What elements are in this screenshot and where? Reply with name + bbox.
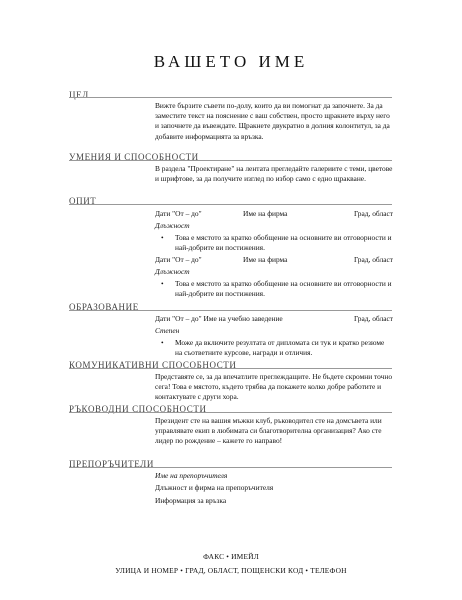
job-bullet[interactable]	[155, 233, 393, 253]
communication-paragraph[interactable]: Представяте се, за да впечатлите преглеждащите. Не бъдете скромни точно сега! Това е мястото, където трябва да покажете колко добре работите и контактувате с други хора.	[155, 372, 393, 402]
job-role[interactable]: Длъжност	[155, 267, 190, 276]
job-role[interactable]: Длъжност	[155, 221, 190, 230]
footer-address-phone[interactable]: УЛИЦА И НОМЕР • ГРАД, ОБЛАСТ, ПОЩЕНСКИ КОД • ТЕЛЕФОН	[115, 566, 347, 575]
section-heading-communication[interactable]: КОМУНИКАТИВНИ СПОСОБНОСТИ	[69, 360, 237, 370]
job-company[interactable]: Име на фирма	[243, 209, 288, 218]
section-divider	[69, 467, 392, 468]
education-location[interactable]: Град, област	[354, 314, 393, 323]
job-location[interactable]: Град, област	[354, 255, 393, 264]
education-dates-school[interactable]: Дати "От – до" Име на учебно заведение	[155, 314, 283, 323]
job-bullet-text[interactable]: Това е мястото за кратко обобщение на основните ви отговорности и най-добрите ви постижения.	[175, 233, 392, 253]
job-company[interactable]: Име на фирма	[243, 255, 288, 264]
experience-job-2[interactable]	[155, 255, 393, 300]
reference-name[interactable]: Име на препоръчителя	[155, 471, 228, 480]
section-divider	[69, 412, 392, 413]
job-bullet[interactable]	[155, 279, 393, 299]
reference-title-company[interactable]: Длъжност и фирма на препоръчителя	[155, 483, 274, 493]
section-divider	[69, 97, 392, 98]
bullet-icon: •	[161, 338, 164, 348]
bullet-icon: •	[161, 233, 164, 243]
job-dates[interactable]: Дати "От – до"	[155, 209, 202, 218]
skills-paragraph[interactable]: В раздела "Проектиране" на лентата прегледайте галериите с теми, цветове и шрифтове, за да получите изглед по избор само с едно щракване.	[155, 164, 393, 184]
experience-job-1[interactable]	[155, 209, 393, 254]
section-divider	[69, 310, 392, 311]
job-header	[155, 255, 393, 266]
footer-fax-email[interactable]: ФАКС • ИМЕЙЛ	[203, 552, 259, 561]
job-bullet-text[interactable]: Това е мястото за кратко обобщение на основните ви отговорности и най-добрите ви постижения.	[175, 279, 392, 299]
references-entry[interactable]	[155, 471, 393, 507]
leadership-paragraph[interactable]: Президент сте на вашия мъжки клуб, ръководител сте на домсъвета или управлявате екип в любимата си благотворителна организация? Ако сте лидер по рождение – кажете го направо!	[155, 416, 382, 446]
objective-text[interactable]	[155, 101, 393, 142]
job-location[interactable]: Град, област	[354, 209, 393, 218]
resume-name[interactable]: ВАШЕТО ИМЕ	[153, 52, 309, 71]
skills-text[interactable]	[155, 164, 393, 184]
education-header	[155, 314, 393, 325]
section-heading-education[interactable]: ОБРАЗОВАНИЕ	[69, 302, 139, 312]
section-divider	[69, 160, 392, 161]
leadership-text[interactable]	[155, 416, 393, 447]
section-divider	[69, 204, 392, 205]
education-entry[interactable]	[155, 314, 393, 359]
education-bullet[interactable]	[155, 338, 393, 358]
education-bullet-text[interactable]: Може да включите резултата от дипломата си тук и кратко резюме на съответните курсове, награди и отличия.	[175, 338, 385, 358]
section-heading-experience[interactable]: ОПИТ	[69, 196, 97, 206]
job-dates[interactable]: Дати "От – до"	[155, 255, 202, 264]
bullet-icon: •	[161, 279, 164, 289]
section-heading-leadership[interactable]: РЪКОВОДНИ СПОСОБНОСТИ	[69, 404, 207, 414]
section-heading-objective[interactable]: ЦЕЛ	[69, 90, 89, 100]
section-heading-references[interactable]: ПРЕПОРЪЧИТЕЛИ	[69, 459, 154, 469]
section-divider	[69, 368, 392, 369]
section-heading-skills[interactable]: УМЕНИЯ И СПОСОБНОСТИ	[69, 152, 199, 162]
objective-paragraph[interactable]: Вижте бързите съвети по-долу, които да ви помогнат да започнете. За да заместите текст на пояснение с ваш собствен, просто щракнете върху него и започнете да въвеждате. Щракнете двукратно в долния колонтитул, за да добавите информацията за връзка.	[155, 101, 390, 141]
communication-text[interactable]	[155, 372, 393, 403]
reference-contact[interactable]: Информация за връзка	[155, 496, 227, 506]
job-header	[155, 209, 393, 220]
education-degree[interactable]: Степен	[155, 326, 180, 335]
